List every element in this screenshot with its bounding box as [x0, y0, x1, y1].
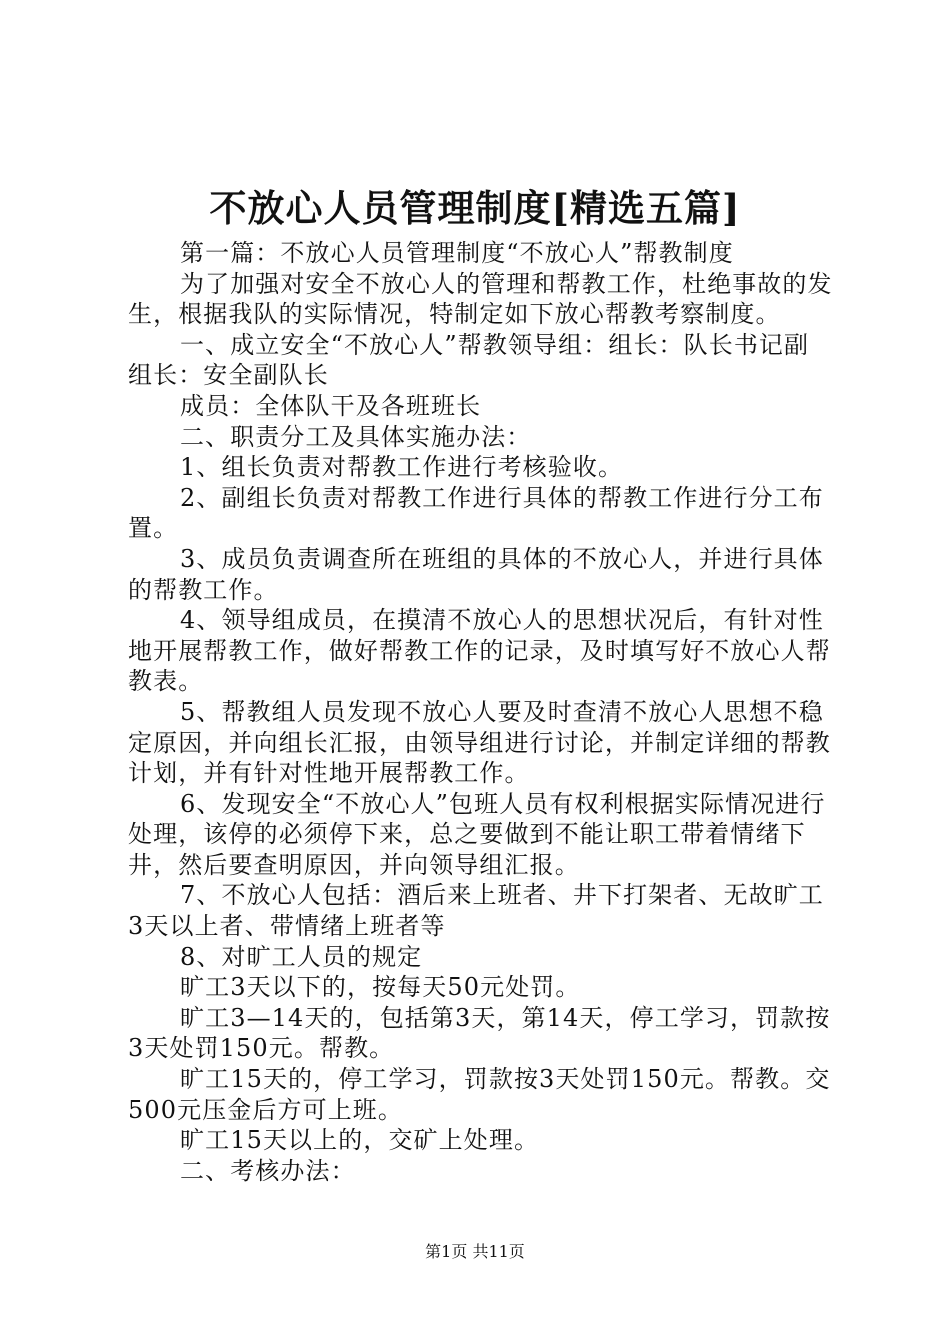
paragraph: 1、组长负责对帮教工作进行考核验收。: [180, 453, 624, 482]
page-number: 第1页 共11页: [425, 1242, 525, 1261]
paragraph: 为了加强对安全不放心人的管理和帮教工作，杜绝事故的发生，根据我队的实际情况，特制定如下放心帮教考察制度。: [128, 269, 833, 329]
paragraph: 一、成立安全“不放心人”帮教领导组：组长：队长书记副组长：安全副队长: [128, 330, 810, 390]
paragraph: 5、帮教组人员发现不放心人要及时查清不放心人思想不稳定原因，并向组长汇报，由领导组进行讨论，并制定详细的帮教计划，并有针对性地开展帮教工作。: [128, 697, 831, 788]
document-title: 不放心人员管理制度[精选五篇]: [209, 186, 741, 230]
paragraph: 6、发现安全“不放心人”包班人员有权利根据实际情况进行处理，该停的必须停下来，总之要做到不能让职工带着情绪下井，然后要查明原因，并向领导组汇报。: [128, 789, 826, 879]
paragraph: 4、领导组成员，在摸清不放心人的思想状况后，有针对性地开展帮教工作，做好帮教工作的记录，及时填写好不放心人帮教表。: [128, 606, 831, 696]
paragraph: 旷工15天的，停工学习，罚款按3天处罚150元。帮教。交500元压金后方可上班。: [128, 1065, 831, 1124]
paragraph: 7、不放心人包括：酒后来上班者、井下打架者、无故旷工3天以上者、带情绪上班者等: [128, 881, 824, 941]
document-body: [128, 238, 834, 1186]
paragraph: 8、对旷工人员的规定: [180, 942, 423, 971]
paragraph: 3、成员负责调查所在班组的具体的不放心人，并进行具体的帮教工作。: [128, 544, 824, 604]
paragraph: 旷工15天以上的，交矿上处理。: [180, 1126, 540, 1155]
paragraph: 第一篇：不放心人员管理制度“不放心人”帮教制度: [180, 239, 734, 267]
paragraph: 2、副组长负责对帮教工作进行具体的帮教工作进行分工布置。: [128, 483, 824, 543]
paragraph: 旷工3—14天的，包括第3天，第14天，停工学习，罚款按3天处罚150元。帮教。: [128, 1003, 831, 1063]
paragraph: 二、考核办法：: [180, 1156, 356, 1185]
paragraph: 旷工3天以下的，按每天50元处罚。: [180, 973, 581, 1002]
paragraph: 二、职责分工及具体实施办法：: [180, 422, 532, 451]
paragraph: 成员：全体队干及各班班长: [180, 391, 482, 420]
